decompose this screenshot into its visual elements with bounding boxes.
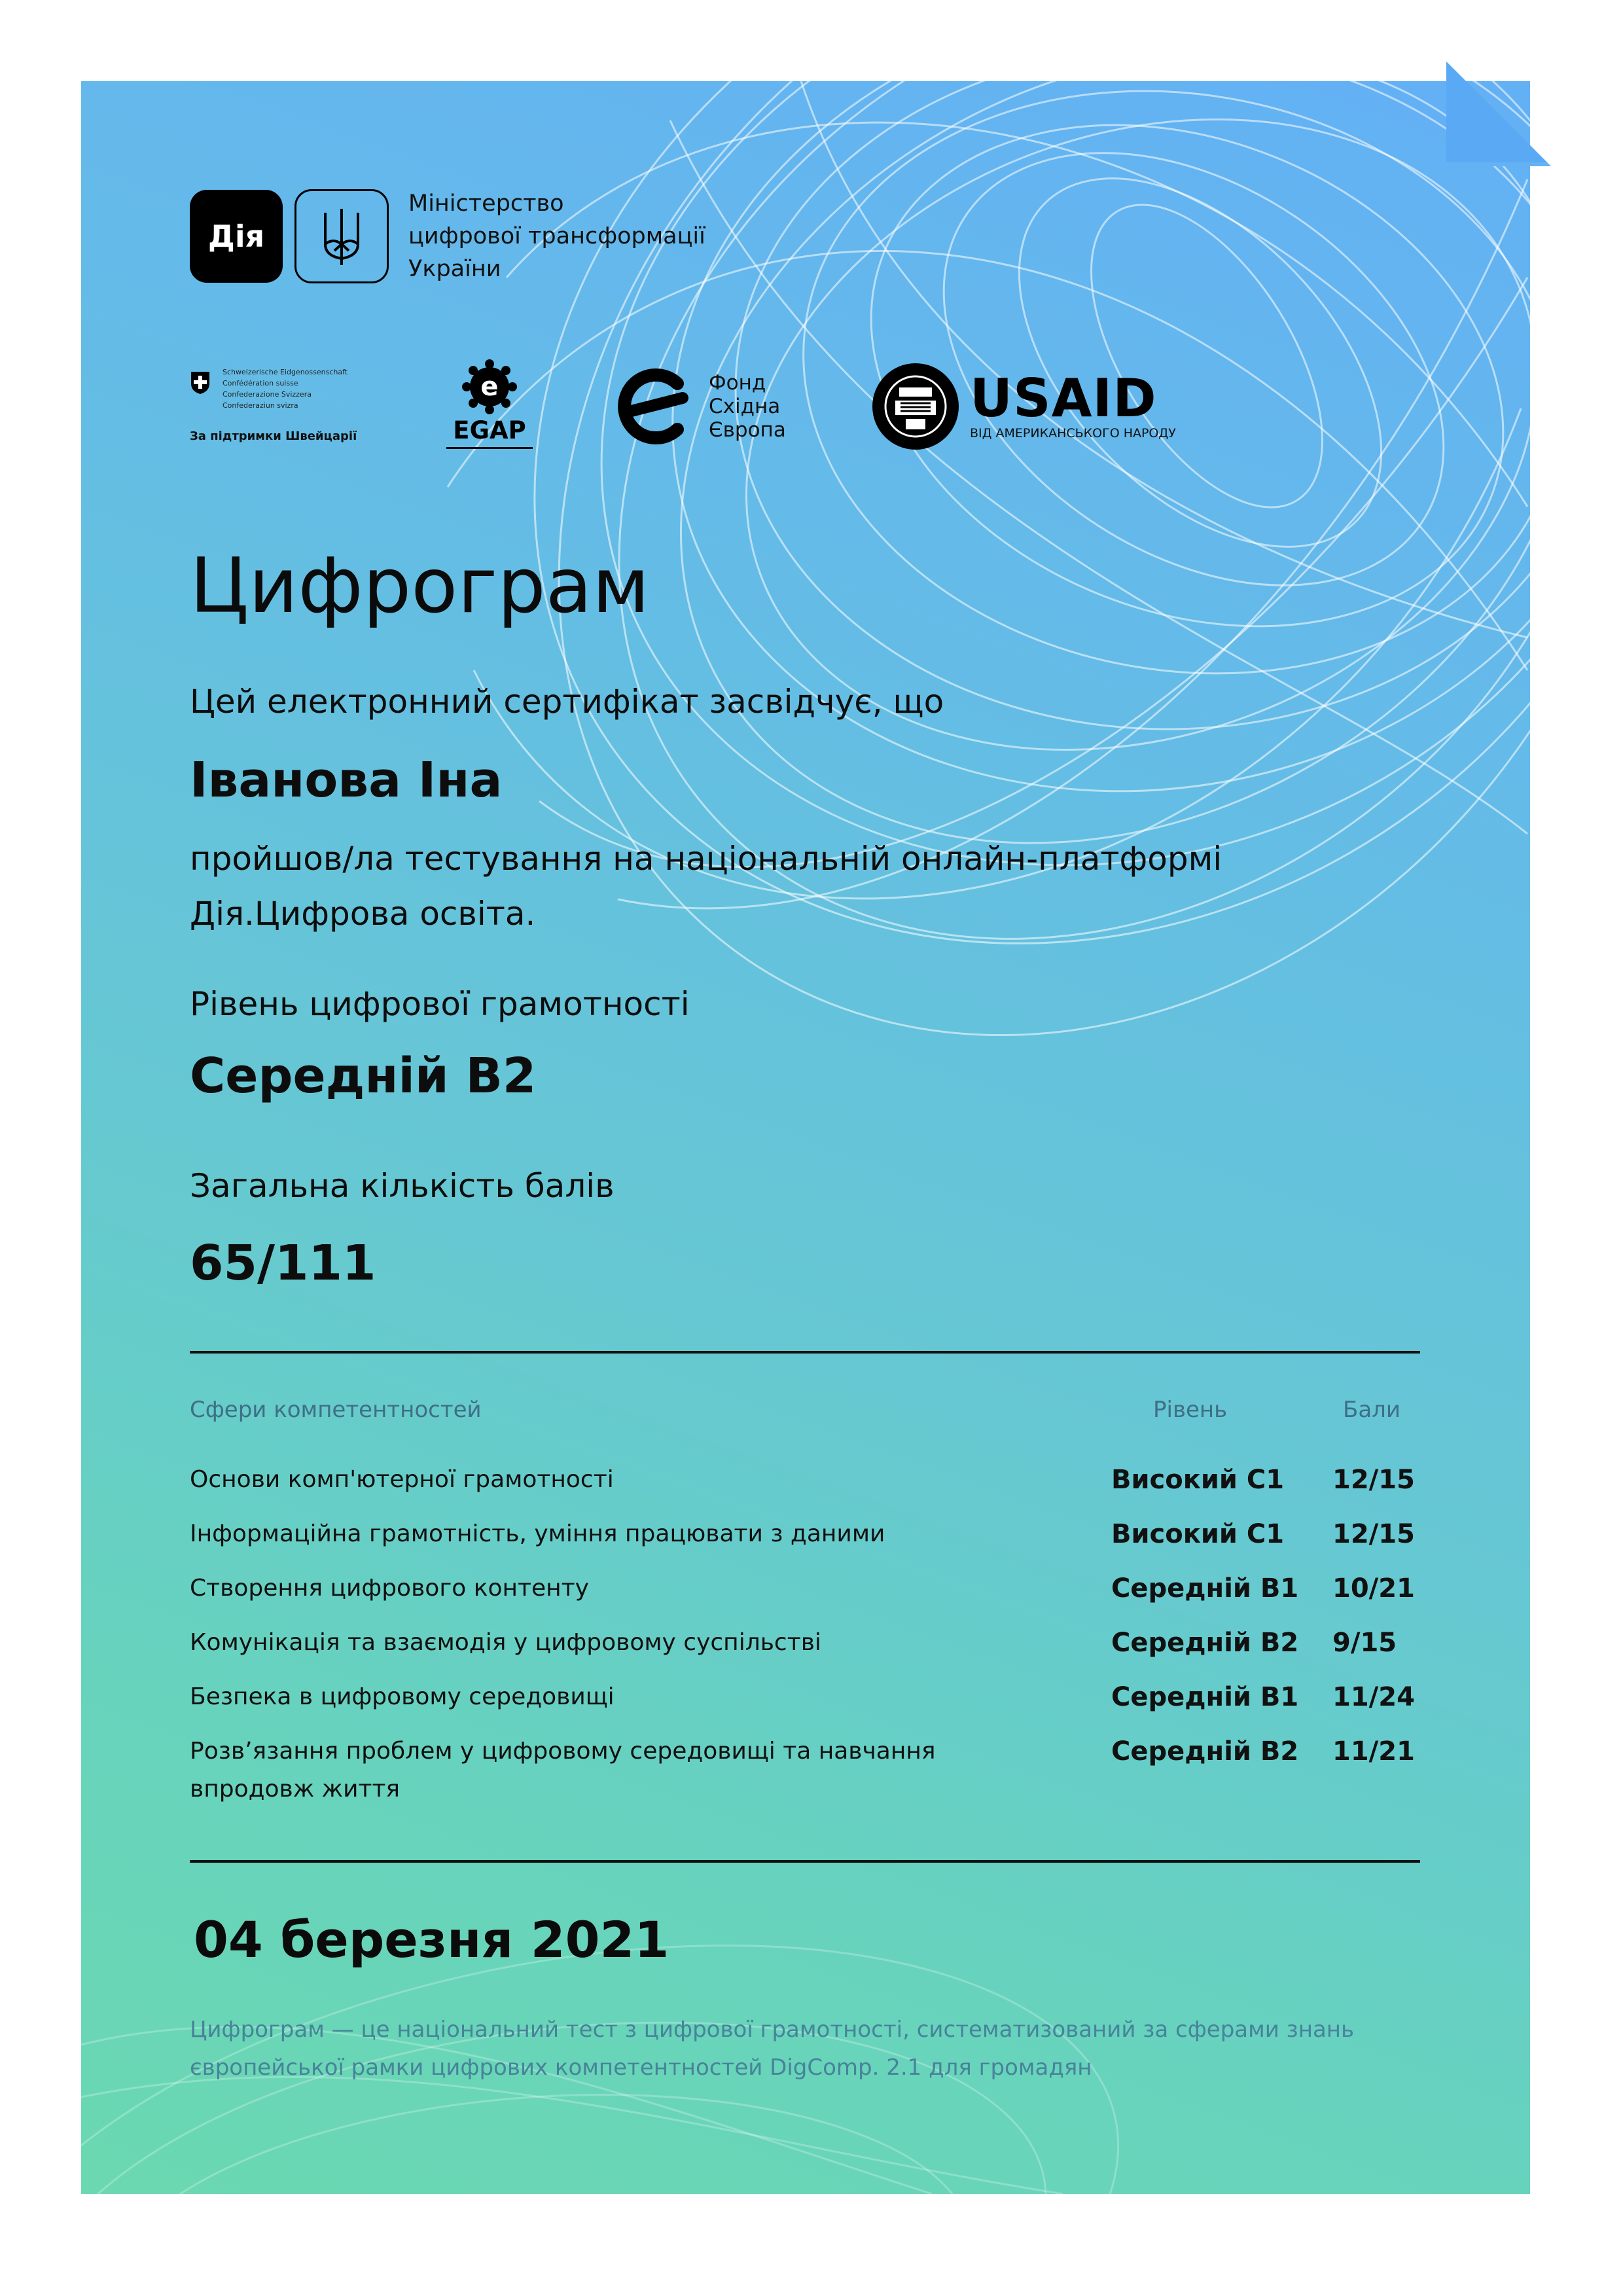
footnote-line-2: європейської рамки цифрових компетентностей DigComp. 2.1 для громадян (190, 2054, 1092, 2081)
swiss-lang-rm: Confederaziun svizra (223, 401, 298, 410)
ministry-line-3: України (408, 256, 501, 282)
fund-line-2: Східна (709, 395, 781, 418)
competence-score: 11/21 (1332, 1736, 1415, 1767)
egap-emblem-icon (460, 357, 519, 416)
fund-emblem-icon (612, 364, 697, 449)
recipient-name: Іванова Іна (190, 752, 503, 808)
competence-area: Створення цифрового контенту (190, 1575, 589, 1602)
swiss-lang-it: Confederazione Svizzera (223, 390, 312, 399)
certificate-description (190, 831, 1222, 941)
table-header-score: Бали (1343, 1397, 1400, 1423)
competence-level: Високий С1 (1111, 1519, 1285, 1549)
swiss-shield-icon (190, 370, 211, 395)
competence-level: Середній В1 (1111, 1682, 1299, 1712)
certificate-title: Цифрограм (190, 542, 650, 630)
swiss-language-names (223, 367, 348, 411)
folded-corner-icon (1446, 62, 1551, 166)
footnote (190, 2011, 1433, 2087)
swiss-lang-de: Schweizerische Eidgenossenschaft (223, 368, 348, 376)
svg-text:e: e (480, 372, 499, 402)
description-line-2: Дія.Цифрова освіта. (190, 895, 536, 933)
ministry-logo-block (190, 188, 705, 284)
competence-score: 12/15 (1332, 1465, 1415, 1495)
egap-label: EGAP (453, 416, 526, 444)
competence-area: Основи комп'ютерної грамотності (190, 1466, 614, 1493)
ministry-name (408, 187, 705, 285)
description-line-1: пройшов/ла тестування на національній онлайн-платформі (190, 840, 1222, 878)
competence-area: Комунікація та взаємодія у цифровому суспільстві (190, 1629, 821, 1656)
competence-score: 10/21 (1332, 1573, 1415, 1604)
footnote-line-1: Цифрограм — це національний тест з цифрової грамотності, систематизований за сферами знань (190, 2017, 1355, 2043)
level-label: Рівень цифрової грамотності (190, 985, 690, 1023)
usaid-seal-icon (870, 361, 961, 452)
competence-level: Середній В2 (1111, 1628, 1299, 1658)
swiss-logo (190, 367, 357, 443)
certificate-lead: Цей електронний сертифікат засвідчує, що (190, 683, 944, 721)
competence-area: Розв’язання проблем у цифровому середовищі та навчання впродовж життя (190, 1738, 936, 1803)
swiss-caption: За підтримки Швейцарії (190, 429, 357, 443)
diia-logo: Дія (190, 190, 283, 283)
competence-level: Середній В2 (1111, 1736, 1299, 1767)
ministry-line-1: Міністерство (408, 190, 564, 217)
level-value: Середній В2 (190, 1048, 537, 1104)
egap-logo (444, 357, 535, 449)
competence-score: 9/15 (1332, 1628, 1397, 1658)
table-header-level: Рівень (1153, 1397, 1228, 1423)
fund-line-1: Фонд (709, 371, 766, 395)
score-value: 65/111 (190, 1235, 376, 1291)
score-label: Загальна кількість балів (190, 1167, 615, 1205)
competence-area: Інформаційна грамотність, уміння працювати з даними (190, 1520, 885, 1547)
divider-top (190, 1351, 1420, 1354)
usaid-wordmark: USAID (970, 368, 1157, 429)
competence-score: 11/24 (1332, 1682, 1415, 1712)
divider-bottom (190, 1860, 1420, 1863)
usaid-logo (870, 361, 1176, 452)
table-header-area: Сфери компетентностей (190, 1397, 482, 1423)
fund-line-3: Європа (709, 418, 786, 442)
competence-level: Середній В1 (1111, 1573, 1299, 1604)
issue-date: 04 березня 2021 (194, 1910, 669, 1969)
competence-level: Високий С1 (1111, 1465, 1285, 1495)
swiss-lang-fr: Confédération suisse (223, 379, 298, 387)
ministry-line-2: цифрової трансформації (408, 223, 705, 249)
egap-underline (446, 447, 533, 449)
competence-area: Безпека в цифровому середовищі (190, 1683, 615, 1710)
trident-icon (294, 189, 389, 283)
fund-name (709, 371, 786, 442)
competence-score: 12/15 (1332, 1519, 1415, 1549)
fund-logo (612, 364, 786, 449)
usaid-subtitle: ВІД АМЕРИКАНСЬКОГО НАРОДУ (970, 426, 1176, 440)
